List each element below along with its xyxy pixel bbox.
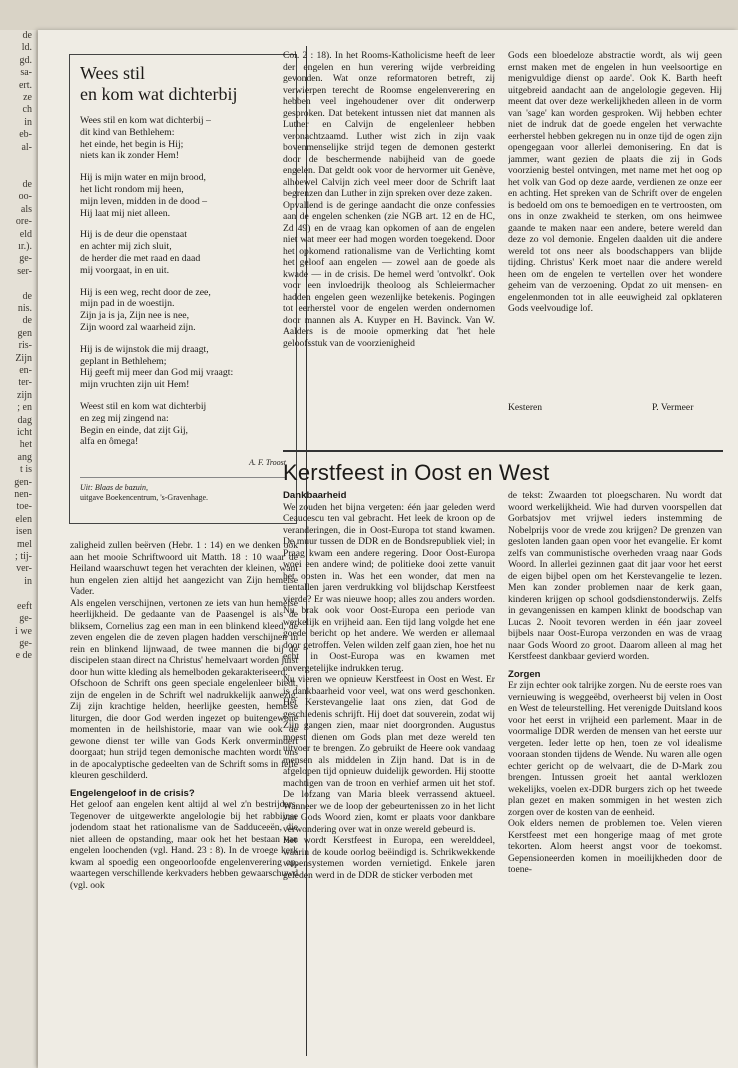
gutter-fragment: gen (17, 327, 32, 339)
gutter-fragment: ge- (19, 253, 32, 265)
article1-paragraph: Als engelen verschijnen, vertonen ze iets van hun hemelse heerlijkheid. De gedaante van de Paasengel is als de bliksem, Cornelius zag een man in een blinkend kleed, de zeven engelen die de zeven plagen hadden verschijnen in rein en blinkend lijnwaad, de twee mannen die bij de discipelen staan direct na Christus' hemelvaart worden juist door hun witte kleding als hemelboden gekarakteriseerd. (70, 597, 298, 678)
gutter-fragment: ır.). (18, 240, 32, 252)
article1-paragraph: Col. 2 : 18). In het Rooms-Katholicisme heeft de leer der engelen en hun verering wijde verbreiding gevonden. Wat onze reformatoren betreft, zij verwierpen terecht de Roomse engelenverering en hebben veel ingehoudener over dit onderwerp gesproken. Dat betekent intussen niet dat mannen als Luther en Calvijn de engelenleer hebben veronachtzaamd. Luther wist zich in zijn vaak bovenmenselijke strijd tegen de demonen gesterkt door de beschermende nabijheid van de goede engelen. Dat geldt ook voor de hervormer uit Genève, alhoewel Calvijn zich veel meer door de Schrift laat begrenzen dan Luther in zijn spreken over deze zaken. (283, 50, 495, 199)
gutter-fragment: nis. (17, 302, 32, 314)
gutter-fragment: oo- (18, 191, 32, 203)
gutter-fragment: ze (23, 92, 32, 104)
article-separator-rule (283, 450, 723, 452)
gutter-fragment: ris- (18, 340, 32, 352)
article1-paragraph: zaligheid zullen beërven (Hebr. 1 : 14) en we denken ook aan het mooie Schriftwoord uit Matth. 18 : 10 waar de Heiland waarschuwt tegen het verachten der kleinen, want hun engelen zien altijd het aangezicht van Zijn hemelse Vader. (70, 540, 298, 597)
poem-stanza-6: Weest stil en kom wat dichterbij en zeg mij zingend na: Begin en einde, dat zijt Gij, alfa en ômega! (80, 400, 207, 448)
poem-source (80, 477, 286, 503)
gutter-fragment: t is (20, 464, 32, 476)
gutter-fragment: eld (19, 228, 32, 240)
article1-paragraph: Het geloof aan engelen kent altijd al wel z'n bestrijders. Tegenover de uitgewerkte angelologie bij het rabbijnse jodendom staat het rationalisme van de Sadduceeën, die niet alleen de opstanding, maar ook het het bestaan van engelen loochenden (vgl. Hand. 23 : 8). In de vroege kerk kwam al spoedig een ongeoorloofde engelenverering op, waartegen verschillende kerkvaders hebben gewaarschuwd (vgl. ook (70, 799, 298, 891)
gutter-fragment: ge- (19, 613, 32, 625)
previous-page-gutter (0, 30, 36, 1068)
poem-title-line1: Wees stil (80, 63, 146, 83)
article1-paragraph: Opvallend is de geringe aandacht die onze confessies aan de engelen schenken (zie NGB art. 12 en de HC, Zd 49) en de vraag kan opkomen of aan de engelen niet wat meer eer had mogen worden toegekend. Door het opkomend rationalisme van de Verlichting komt het geloof aan engelen — zowel aan de goede als kwade — in de crisis. De hemel werd 'ontvolkt'. Ook voor een invloedrijk theoloog als Schleiermacher hadden engelen geen wezenlijke betekenis. Pogingen tot eerherstel voor de engelen werden ondernomen door mannen als A. Kuyper en H. Bavinck. Van W. Aalders is de mooie opmerking dat 'het hele geloofsstuk van de voorzienigheid (283, 199, 495, 349)
gutter-fragment: het (19, 439, 32, 451)
gutter-fragment: eb- (19, 129, 32, 141)
poem-title (80, 63, 286, 105)
article2-subheading-gratitude: Dankbaarheid (283, 490, 347, 501)
gutter-text-fragments (0, 30, 36, 663)
gutter-fragment: als (20, 203, 32, 215)
gutter-fragment: al- (21, 141, 32, 153)
newspaper-page (38, 30, 738, 1068)
gutter-fragment: gen- (14, 476, 32, 488)
poem-box (69, 54, 297, 524)
poem-source-line2: uitgave Boekencentrum, 's-Gravenhage. (80, 493, 209, 503)
gutter-fragment: ver- (16, 563, 32, 575)
article1-left-column (70, 540, 298, 1060)
poem-stanza-3: Hij is de deur die openstaat en achter mij zich sluit, de herder die met raad en daad mij voorgaat, in en uit. (80, 229, 201, 276)
gutter-fragment: de (22, 178, 32, 190)
gutter-fragment (0, 278, 36, 290)
article1-middle-column (283, 50, 495, 448)
gutter-fragment: e de (15, 650, 32, 662)
gutter-fragment: ang (17, 451, 32, 463)
article2-paragraph: Het wordt Kerstfeest in Europa, een werelddeel, waarin de koude oorlog beëindigd is. Schrikwekkende wapensystemen worden vernietigd. Enkele jaren geleden werd in de DDR de sticker verboden met (283, 835, 495, 881)
gutter-fragment: sa- (20, 67, 32, 79)
gutter-fragment: zijn (17, 389, 32, 401)
poem-stanza-5: Hij is de wijnstok die mij draagt, geplant in Bethlehem; Hij geeft mij meer dan God mij vraagt: mijn vruchten zijn uit Hem! (80, 343, 234, 391)
gutter-fragment: ge- (19, 637, 32, 649)
gutter-fragment: toe- (16, 501, 32, 513)
article2-paragraph: Ook elders nemen de problemen toe. Velen vieren Kerstfeest met een hongerige maag of met grote tekorten. Alom heerst angst voor de toekomst. Gepensioneerden komen in moeilijkheden door de toene- (508, 818, 722, 875)
article2-headline: Kerstfeest in Oost en West (283, 460, 550, 485)
article1-right-column (508, 50, 722, 418)
poem-stanza-2: Hij is mijn water en mijn brood, het licht rondom mij heen, mijn leven, midden in de dood – Hij laat mij niet alleen. (80, 172, 208, 219)
gutter-fragment: gd. (19, 54, 32, 66)
article2-right-column (508, 490, 722, 1062)
poem-stanza-4: Hij is een weg, recht door de zee, mijn pad in de woestijn. Zijn ja is ja, Zijn nee is nee, Zijn woord zal waarheid zijn. (80, 286, 211, 333)
gutter-fragment: mel (17, 538, 32, 550)
gutter-fragment (0, 154, 36, 166)
gutter-fragment: ter- (18, 377, 32, 389)
article2-middle-column (283, 490, 495, 1062)
poem-stanza-1: Wees stil en kom wat dichterbij – dit kind van Bethlehem: het einde, het begin is Hij; niets kan ik zonder Hem! (80, 115, 211, 162)
article1-subheading-crisis: Engelengeloof in de crisis? (70, 787, 195, 799)
gutter-fragment: ; en (17, 402, 32, 414)
article2-paragraph: de tekst: Zwaarden tot ploegscharen. Nu wordt dat woord werkelijkheid. Wie had durven voorspellen dat Gorbatsjov met vrijwel ieders instemming de Nobelprijs voor de vrede zou krijgen? De grenzen van gesloten landen gaan open voor het evangelie. Er komt zelfs van communistische overheden vraag naar Gods Woord. In allerlei gezinnen gaat dit jaar voor het eerst de eigen bijbel open om het Kerstevangelie te lezen. Men kan zonder problemen naar de kerk gaan, kinderen krijgen op school godsdienstonderwijs. Zelfs in gevangenissen en kampen klinkt de boodschap van Lucas 2. Nooit tevoren werden in één jaar zoveel bijbels naar Oost-Europa verzonden en was de vraag naar Gods Woord zo groot. Daarom alleen al mag het Kerstfeest dankbaar gevierd worden. (508, 490, 722, 662)
gutter-fragment: isen (15, 526, 32, 538)
poem-source-line1: Uit: Blaas de bazuin, (80, 483, 148, 493)
gutter-fragment: in (24, 116, 32, 128)
gutter-fragment: i we (15, 625, 32, 637)
gutter-fragment: eeft (17, 600, 32, 612)
gutter-fragment: ld. (21, 42, 32, 54)
gutter-fragment: nen- (14, 489, 32, 501)
gutter-fragment: ser- (17, 265, 32, 277)
gutter-fragment: icht (17, 427, 32, 438)
article2-paragraph: Er zijn echter ook talrijke zorgen. Nu de eerste roes van vernieuwing is weggeëbd, overheerst bij velen in Oost en West de teleurstelling. Het verenigde Duitsland koos voor het eerst in vrijheid een parlement. Maar in de voormalige DDR werden de mensen van het eerste uur vergeten. Ieder lette op hen, toen ze vol idealisme vooraan stonden tijdens de Wende. Nu waren alle ogen echter gericht op de welvaart, die de D-Mark zou brengen. Intussen groeit het aantal werklozen wekelijks, voelen ex-DDR burgers zich op het tweede plan gezet en maken sommigen in het westen zich zorgen over de kosten van de eenheid. (508, 680, 722, 818)
article1-author: P. Vermeer (652, 402, 694, 413)
gutter-fragment: in (24, 575, 32, 587)
gutter-fragment: de (22, 315, 32, 327)
gutter-fragment: de (22, 30, 32, 41)
gutter-fragment: de (22, 290, 32, 302)
gutter-fragment (0, 166, 36, 178)
article2-paragraph: We zouden het bijna vergeten: één jaar geleden werd Ceaucescu ten val gebracht. Het leek de kroon op de veranderingen, die in Oost-Europa tot stand kwamen. De muur tussen de DDR en de Bondsrepubliek viel; in Praag kwam een andere regering. Door Oost-Europa woei een andere wind; de politieke dooi zette vanuit het oosten in. Was het een wonder, dat men na tientallen jaren verdrukking vol blijdschap Kerstfeest vierde? Er was nieuwe hoop; alles zou anders worden. Nu brak ook voor Oost-Europa een periode van werkelijk en vrijheid aan. Een tijd lang volgde het ene goede bericht op het andere. We werden er allemaal door getroffen. Velen wilden zelf gaan zien, hoe het nu echt in Oost-Europa was en kwamen met onvergetelijke indrukken terug. (283, 501, 495, 674)
gutter-fragment: elen (15, 513, 32, 525)
gutter-fragment: ore- (15, 216, 32, 228)
gutter-fragment: ert. (18, 79, 32, 91)
article1-place: Kesteren (508, 402, 543, 413)
gutter-fragment: dag (17, 414, 32, 426)
gutter-fragment: ch (22, 104, 32, 116)
gutter-fragment: ; tij- (15, 551, 32, 563)
poem-author: A. F. Troost (249, 458, 286, 468)
gutter-fragment: Zijn (15, 352, 32, 364)
gutter-fragment (0, 588, 36, 600)
article1-paragraph: Ofschoon de Schrift ons geen speciale engelenleer biedt, zijn de engelen in de Schrift wel nadrukkelijk aanwezig. Zij zijn krachtige helden, heerlijke geesten, hemelse liturgen, die door God werden ingezet op buitengewone momenten in de heilshistorie, maar van wie ook de gewone dienst ter wille van Gods Kerk onvermindert doorgaat; hun strijd tegen demonische machten wordt ons in de apocalyptische gedeelten van de Schrift soms in felle kleuren geschilderd. (70, 678, 298, 781)
poem-title-line2: en kom wat dichterbij (80, 84, 238, 104)
article1-paragraph: Gods een bloedeloze abstractie wordt, als wij geen ernst maken met de engelen in hun veelsoortige en menigvuldige dienst op aarde'. Ook K. Barth heeft uitgebreid aandacht aan de angelologie gegeven. Hij meent dat over deze werkelijkheden alleen in de vorm van 'sage' kan worden gesproken. Wij hebben echter niet de indruk dat de goede engelen het verwachte eerherstel hebben gekregen nu in onze tijd de ogen zijn opengegaan voor allerlei demonisering. En dat is jammer, want gezien de plaats die zij in Gods voorzienig bestel ontvingen, met name met het oog op het volk van God op deze aarde, verdienen ze onze eer en achting. Het spreken van de Schrift over de engelen is bedoeld om ons te bemoedigen en te vertroosten, om ons in onze zwakheid te sterken, om ons heimwee gaande te maken naar een andere, betere wereld dan deze zo vol demonie. Engelen daalden uit die andere wereld tot ons neer als boodschappers van blijde tijding. Christus' Kerk moet naar die andere wereld heen om de engelen te vertellen over het wondere geheim van de verzoening. Opdat zo uit mensen- en engelenmonden tot in alle eeuwigheid zal opklateren Gods veelvoudige lof. (508, 50, 722, 314)
article2-paragraph: Nu vieren we opnieuw Kerstfeest in Oost en West. Er is dankbaarheid voor veel, wat ons werd geschonken. Het Kerstevangelie laat ons zien, dat God de geschiedenis schrijft. Hij doet dat souverein, zodat wij Zijn gangen zien, maar niet doorgronden. Augustus moest dienen om Gods plan met deze wereld ten uitvoer te brengen. Zo gebruikt de Heere ook vandaag mensen als middelen in Zijn hand. Dat is in de afgelopen tijd opnieuw duidelijk geworden. Hij stootte machtigen van de troon en verhief armen uit het stof. De lofzang van Maria bleek verrassend aktueel. Wanneer we de loop der gebeurtenissen zo in het licht van Gods Woord zien, komt er plaats voor dankbare verwondering over wat in onze wereld gebeurd is. (283, 674, 495, 835)
gutter-fragment: en- (19, 364, 32, 376)
article2-subheading-worries: Zorgen (508, 668, 541, 680)
